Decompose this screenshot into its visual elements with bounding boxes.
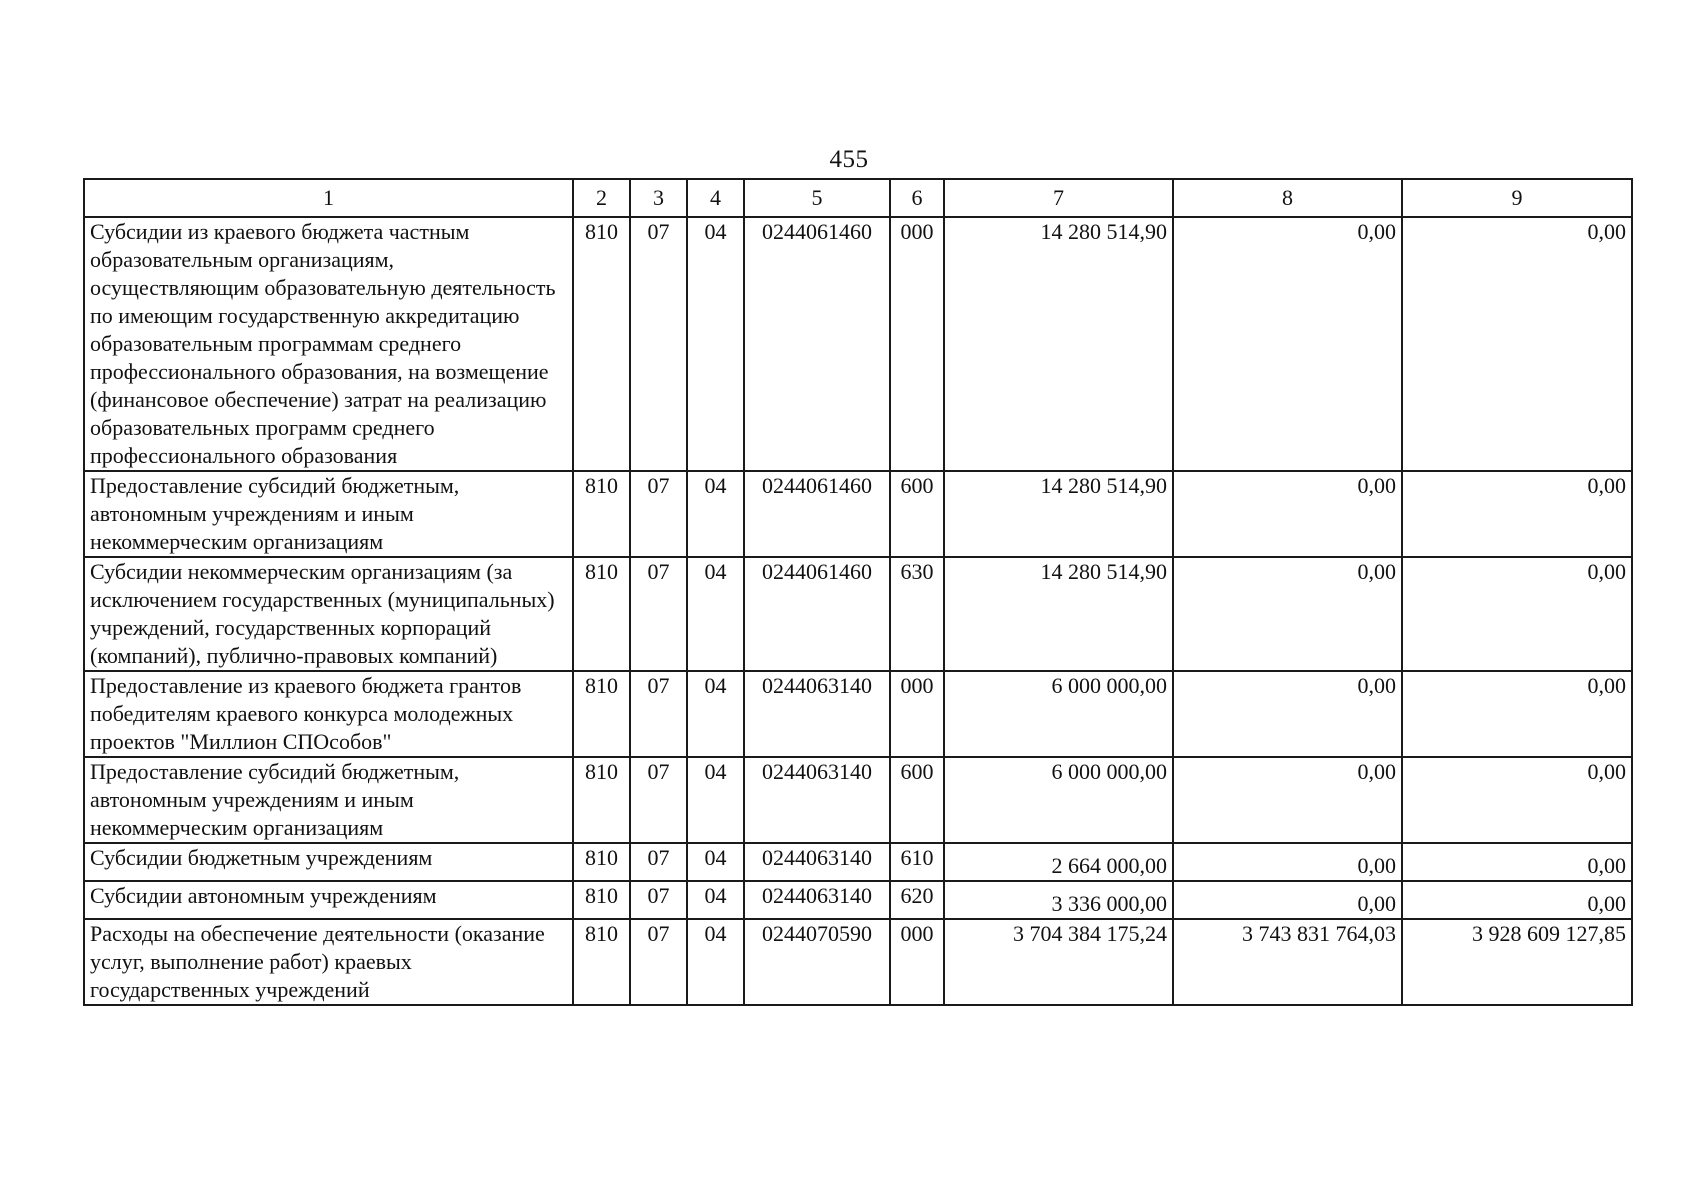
expense-type-code: 000 [890,671,944,757]
section-code: 07 [630,217,687,471]
table-header-row [84,179,1632,217]
amount-col-9: 0,00 [1402,217,1632,471]
target-article-code: 0244063140 [744,881,890,919]
amount-col-7: 14 280 514,90 [944,471,1173,557]
subsection-code: 04 [687,471,744,557]
column-header-7: 7 [944,179,1173,217]
row-description: Субсидии некоммерческим организациям (за исключением государственных (муниципальных) учреждений, государственных корпораций (компаний), публично-правовых компаний) [84,557,573,671]
amount-col-7: 2 664 000,00 [944,843,1173,881]
target-article-code: 0244070590 [744,919,890,1005]
row-description: Расходы на обеспечение деятельности (оказание услуг, выполнение работ) краевых государственных учреждений [84,919,573,1005]
row-description: Субсидии автономным учреждениям [84,881,573,919]
section-code: 07 [630,881,687,919]
expense-type-code: 000 [890,919,944,1005]
expense-type-code: 620 [890,881,944,919]
expense-type-code: 600 [890,757,944,843]
amount-col-9: 0,00 [1402,843,1632,881]
amount-col-9: 3 928 609 127,85 [1402,919,1632,1005]
amount-col-7: 14 280 514,90 [944,557,1173,671]
amount-col-8: 0,00 [1173,217,1402,471]
column-header-4: 4 [687,179,744,217]
target-article-code: 0244061460 [744,557,890,671]
table-row [84,217,1632,471]
row-description: Предоставление из краевого бюджета грантов победителям краевого конкурса молодежных проектов "Миллион СПОсобов" [84,671,573,757]
ministry-code: 810 [573,217,630,471]
table-row [84,919,1632,1005]
ministry-code: 810 [573,671,630,757]
amount-col-9: 0,00 [1402,471,1632,557]
ministry-code: 810 [573,919,630,1005]
subsection-code: 04 [687,919,744,1005]
amount-col-7: 6 000 000,00 [944,757,1173,843]
column-header-8: 8 [1173,179,1402,217]
amount-col-8: 0,00 [1173,471,1402,557]
section-code: 07 [630,757,687,843]
amount-col-9: 0,00 [1402,557,1632,671]
amount-col-8: 0,00 [1173,843,1402,881]
table-row [84,671,1632,757]
table-row [84,757,1632,843]
amount-col-9: 0,00 [1402,881,1632,919]
section-code: 07 [630,919,687,1005]
row-description: Субсидии из краевого бюджета частным образовательным организациям, осуществляющим образовательную деятельность по имеющим государственную аккредитацию образовательным программам среднего профессионального образования, на возмещение (финансовое обеспечение) затрат на реализацию образовательных программ среднего профессионального образования [84,217,573,471]
subsection-code: 04 [687,557,744,671]
column-header-2: 2 [573,179,630,217]
column-header-9: 9 [1402,179,1632,217]
ministry-code: 810 [573,881,630,919]
amount-col-8: 0,00 [1173,557,1402,671]
section-code: 07 [630,557,687,671]
amount-col-9: 0,00 [1402,757,1632,843]
expense-type-code: 600 [890,471,944,557]
row-description: Предоставление субсидий бюджетным, автономным учреждениям и иным некоммерческим организациям [84,757,573,843]
table-row [84,881,1632,919]
ministry-code: 810 [573,471,630,557]
ministry-code: 810 [573,757,630,843]
expense-type-code: 000 [890,217,944,471]
target-article-code: 0244063140 [744,843,890,881]
amount-col-7: 14 280 514,90 [944,217,1173,471]
amount-col-8: 0,00 [1173,757,1402,843]
target-article-code: 0244063140 [744,757,890,843]
amount-col-8: 0,00 [1173,671,1402,757]
subsection-code: 04 [687,217,744,471]
target-article-code: 0244061460 [744,471,890,557]
target-article-code: 0244063140 [744,671,890,757]
section-code: 07 [630,471,687,557]
page-number [0,146,1698,174]
amount-col-8: 0,00 [1173,881,1402,919]
column-header-5: 5 [744,179,890,217]
row-description: Предоставление субсидий бюджетным, автономным учреждениям и иным некоммерческим организациям [84,471,573,557]
subsection-code: 04 [687,843,744,881]
target-article-code: 0244061460 [744,217,890,471]
subsection-code: 04 [687,671,744,757]
table-row [84,843,1632,881]
column-header-3: 3 [630,179,687,217]
subsection-code: 04 [687,881,744,919]
table-row [84,557,1632,671]
ministry-code: 810 [573,843,630,881]
column-header-6: 6 [890,179,944,217]
amount-col-8: 3 743 831 764,03 [1173,919,1402,1005]
amount-col-7: 3 704 384 175,24 [944,919,1173,1005]
expense-type-code: 630 [890,557,944,671]
amount-col-7: 6 000 000,00 [944,671,1173,757]
amount-col-7: 3 336 000,00 [944,881,1173,919]
row-description: Субсидии бюджетным учреждениям [84,843,573,881]
column-header-1: 1 [84,179,573,217]
section-code: 07 [630,843,687,881]
table-row [84,471,1632,557]
expense-type-code: 610 [890,843,944,881]
amount-col-9: 0,00 [1402,671,1632,757]
page-number-text: 455 [829,146,869,173]
ministry-code: 810 [573,557,630,671]
subsection-code: 04 [687,757,744,843]
budget-table [83,178,1633,1006]
section-code: 07 [630,671,687,757]
